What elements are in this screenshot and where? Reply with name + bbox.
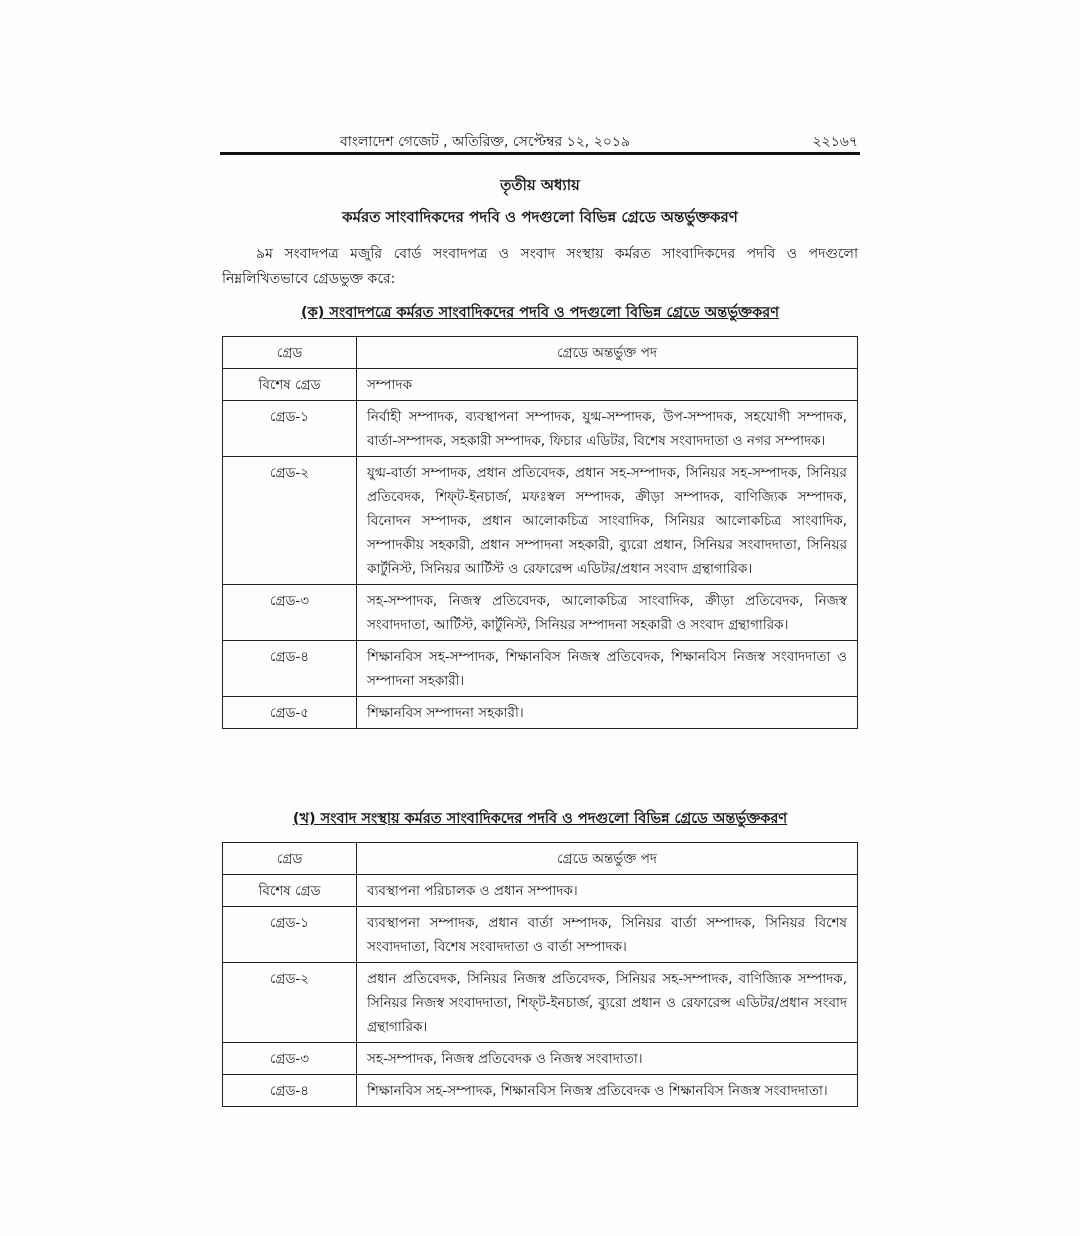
table-header-row: [223, 843, 858, 875]
section-a-title: (ক) সংবাদপত্রে কর্মরত সাংবাদিকদের পদবি ও পদগুলো বিভিন্ন গ্রেডে অন্তর্ভুক্তকরণ: [300, 305, 780, 321]
grade-cell: গ্রেড-২: [223, 963, 357, 1043]
table-row: [223, 369, 858, 401]
gazette-header: [222, 128, 858, 152]
grade-cell: বিশেষ গ্রেড: [223, 875, 357, 907]
posts-cell: শিক্ষানবিস সম্পাদনা সহকারী।: [357, 697, 858, 729]
grade-cell: গ্রেড-২: [223, 457, 357, 585]
table-row: [223, 641, 858, 697]
table-row: [223, 1043, 858, 1075]
table-row: [223, 963, 858, 1043]
chapter-heading: তৃতীয় অধ্যায়: [500, 176, 580, 194]
posts-cell: শিক্ষানবিস সহ-সম্পাদক, শিক্ষানবিস নিজস্ব প্রতিবেদক, শিক্ষানবিস নিজস্ব সংবাদদাতা ও সম্পাদনা সহকারী।: [357, 641, 858, 697]
table-row: [223, 875, 858, 907]
posts-cell: ব্যবস্থাপনা পরিচালক ও প্রধান সম্পাদক।: [357, 875, 858, 907]
posts-cell: যুগ্ম-বার্তা সম্পাদক, প্রধান প্রতিবেদক, প্রধান সহ-সম্পাদক, সিনিয়র সহ-সম্পাদক, সিনিয়র প্রতিবেদক, শিফ্‌ট-ইনচার্জ, মফঃস্বল সম্পাদক, ক্রীড়া সম্পাদক, বাণিজ্যিক সম্পাদক, বিনোদন সম্পাদক, প্রধান আলোকচিত্র সাংবাদিক, সিনিয়র আলোকচিত্র সাংবাদিক, সম্পাদকীয় সহকারী, প্রধান সম্পাদনা সহকারী, ব্যুরো প্রধান, সিনিয়র সংবাদদাতা, সিনিয়র কার্টুনিস্ট, সিনিয়র আর্টিস্ট ও রেফারেন্স এডিটর/প্রধান সংবাদ গ্রন্থাগারিক।: [357, 457, 858, 585]
table-row: [223, 585, 858, 641]
newspaper-grade-table: [222, 336, 858, 729]
section-b-title: (খ) সংবাদ সংস্থায় কর্মরত সাংবাদিকদের পদবি ও পদগুলো বিভিন্ন গ্রেডে অন্তর্ভুক্তকরণ: [292, 811, 788, 827]
posts-cell: সহ-সম্পাদক, নিজস্ব প্রতিবেদক, আলোকচিত্র সাংবাদিক, ক্রীড়া প্রতিবেদক, নিজস্ব সংবাদদাতা, আর্টিস্ট, কার্টুনিস্ট, সিনিয়র সম্পাদনা সহকারী ও সংবাদ গ্রন্থাগারিক।: [357, 585, 858, 641]
gazette-title: বাংলাদেশ গেজেট , অতিরিক্ত, সেপ্টেম্বর ১২, ২০১৯: [340, 134, 631, 150]
grade-cell: গ্রেড-৫: [223, 697, 357, 729]
posts-cell: নির্বাহী সম্পাদক, ব্যবস্থাপনা সম্পাদক, যুগ্ম-সম্পাদক, উপ-সম্পাদক, সহযোগী সম্পাদক, বার্তা-সম্পাদক, সহকারী সম্পাদক, ফিচার এডিটর, বিশেষ সংবাদদাতা ও নগর সম্পাদক।: [357, 401, 858, 457]
grade-cell: গ্রেড-৪: [223, 1075, 357, 1107]
grade-cell: গ্রেড-৩: [223, 585, 357, 641]
table-row: [223, 401, 858, 457]
news-agency-grade-table: [222, 842, 858, 1107]
table-row: [223, 697, 858, 729]
posts-column-header: গ্রেডে অন্তর্ভুক্ত পদ: [357, 337, 858, 369]
grade-column-header: গ্রেড: [223, 337, 357, 369]
subject-heading: কর্মরত সাংবাদিকদের পদবি ও পদগুলো বিভিন্ন গ্রেডে অন্তর্ভুক্তকরণ: [342, 208, 738, 226]
grade-column-header: গ্রেড: [223, 843, 357, 875]
posts-cell: শিক্ষানবিস সহ-সম্পাদক, শিক্ষানবিস নিজস্ব প্রতিবেদক ও শিক্ষানবিস নিজস্ব সংবাদদাতা।: [357, 1075, 858, 1107]
grade-cell: গ্রেড-১: [223, 907, 357, 963]
grade-cell: বিশেষ গ্রেড: [223, 369, 357, 401]
page-number: ২২১৬৭: [812, 134, 858, 150]
intro-paragraph: ৯ম সংবাদপত্র মজুরি বোর্ড সংবাদপত্র ও সংবাদ সংস্থায় কর্মরত সাংবাদিকদের পদবি ও পদগুলো নিম্নলিখিতভাবে গ্রেডভুক্ত করে:: [222, 246, 858, 287]
table-row: [223, 907, 858, 963]
table-row: [223, 1075, 858, 1107]
grade-cell: গ্রেড-৩: [223, 1043, 357, 1075]
posts-cell: প্রধান প্রতিবেদক, সিনিয়র নিজস্ব প্রতিবেদক, সিনিয়র সহ-সম্পাদক, বাণিজ্যিক সম্পাদক, সিনিয়র নিজস্ব সংবাদদাতা, শিফ্‌ট-ইনচার্জ, ব্যুরো প্রধান ও রেফারেন্স এডিটর/প্রধান সংবাদ গ্রন্থাগারিক।: [357, 963, 858, 1043]
header-divider: [220, 152, 860, 155]
grade-cell: গ্রেড-৪: [223, 641, 357, 697]
posts-cell: সম্পাদক: [357, 369, 858, 401]
posts-column-header: গ্রেডে অন্তর্ভুক্ত পদ: [357, 843, 858, 875]
posts-cell: সহ-সম্পাদক, নিজস্ব প্রতিবেদক ও নিজস্ব সংবাদাতা।: [357, 1043, 858, 1075]
grade-cell: গ্রেড-১: [223, 401, 357, 457]
table-header-row: [223, 337, 858, 369]
table-row: [223, 457, 858, 585]
posts-cell: ব্যবস্থাপনা সম্পাদক, প্রধান বার্তা সম্পাদক, সিনিয়র বার্তা সম্পাদক, সিনিয়র বিশেষ সংবাদদাতা, বিশেষ সংবাদদাতা ও বার্তা সম্পাদক।: [357, 907, 858, 963]
